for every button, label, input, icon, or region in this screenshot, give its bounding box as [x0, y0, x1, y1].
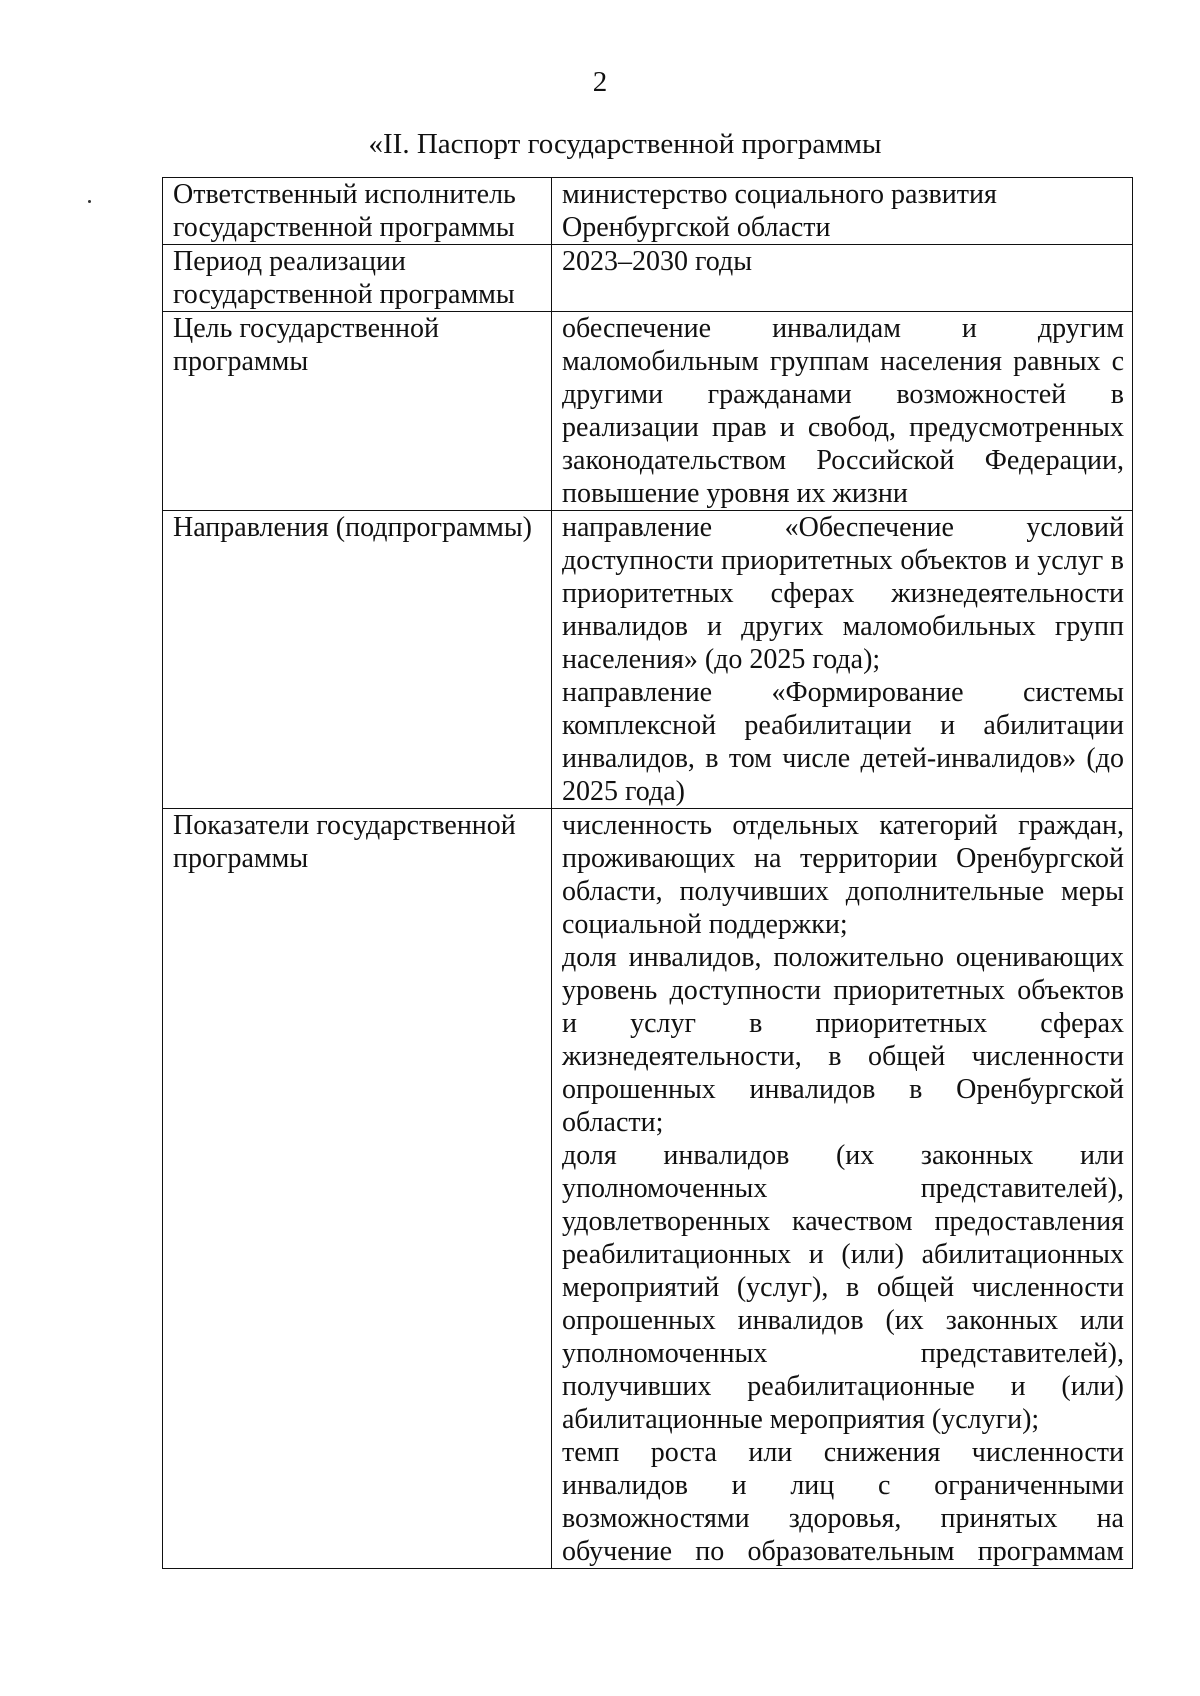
- table-row: [163, 178, 1133, 245]
- row-value-goal: [552, 312, 1133, 511]
- row-label-responsible: Ответственный исполнитель государственной программы: [163, 178, 552, 245]
- table-row: [163, 511, 1133, 809]
- row-value-indicators: [552, 809, 1133, 1569]
- row-label-indicators: Показатели государственной программы: [163, 809, 552, 1569]
- row-value-period: 2023–2030 годы: [552, 245, 1133, 312]
- row-value-directions: [552, 511, 1133, 809]
- row-label-directions: Направления (подпрограммы): [163, 511, 552, 809]
- indicator-item: доля инвалидов (их законных или уполномоченных представителей), удовлетворенных качеством предоставления реабилитационных и (или) абилитационных мероприятий (услуг), в общей численности опрошенных инвалидов (их законных или уполномоченных представителей), получивших реабилитационные и (или) абилитационные мероприятия (услуги);: [562, 1140, 1124, 1435]
- goal-text: обеспечение инвалидам и другим маломобильным группам населения равных с другими гражданами возможностей в реализации прав и свобод, предусмотренных законодательством Российской Федерации, повышение уровня их жизни: [562, 313, 1124, 509]
- direction-item: направление «Формирование системы комплексной реабилитации и абилитации инвалидов, в том числе детей-инвалидов» (до 2025 года): [562, 677, 1124, 807]
- passport-table: [162, 177, 1133, 1569]
- page-number: 2: [592, 66, 608, 98]
- row-label-goal: Цель государственной программы: [163, 312, 552, 511]
- table-row: [163, 245, 1133, 312]
- scan-speck: [88, 200, 91, 203]
- document-title: «II. Паспорт государственной программы: [368, 128, 882, 160]
- row-label-period: Период реализации государственной программы: [163, 245, 552, 312]
- indicator-item: численность отдельных категорий граждан, проживающих на территории Оренбургской области, получивших дополнительные меры социальной поддержки;: [562, 810, 1124, 940]
- indicator-item: доля инвалидов, положительно оценивающих уровень доступности приоритетных объектов и услуг в приоритетных сферах жизнедеятельности, в общей численности опрошенных инвалидов в Оренбургской области;: [562, 942, 1124, 1138]
- row-value-responsible: министерство социального развития Оренбургской области: [552, 178, 1133, 245]
- indicator-item: темп роста или снижения численности инвалидов и лиц с ограниченными возможностями здоровья, принятых на обучение по образовательным программам: [562, 1437, 1124, 1567]
- table-row: [163, 809, 1133, 1569]
- table-row: [163, 312, 1133, 511]
- direction-item: направление «Обеспечение условий доступности приоритетных объектов и услуг в приоритетных сферах жизнедеятельности инвалидов и других маломобильных групп населения» (до 2025 года);: [562, 512, 1124, 675]
